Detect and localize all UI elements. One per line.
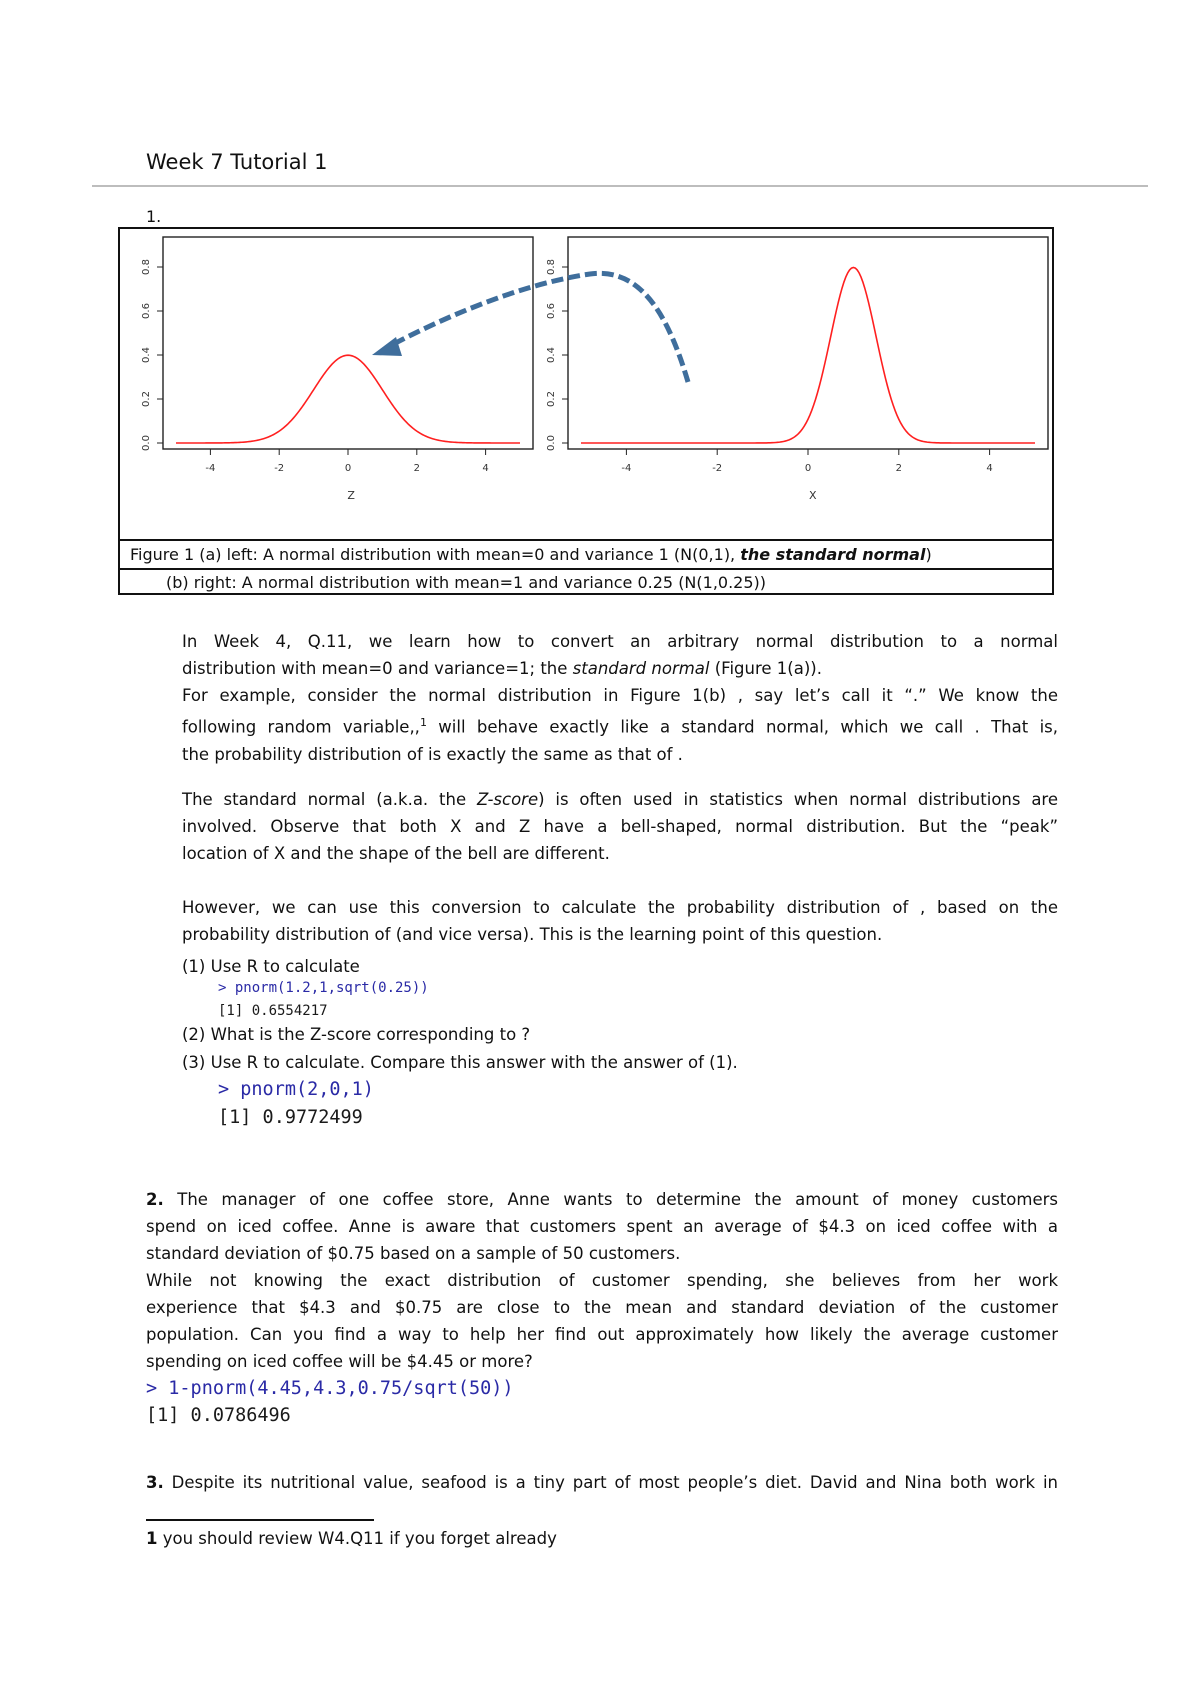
q1-intro-line-1: In Week 4, Q.11, we learn how to convert an arbitrary normal distribution to a normal [182, 632, 1058, 651]
right-x-tick-label: 4 [986, 463, 993, 474]
q1-example-line-3: the probability distribution of is exactly the same as that of . [182, 744, 683, 764]
right-x-tick-label: 2 [895, 463, 902, 474]
figure-1-plots [120, 229, 1052, 539]
footnote-text: you should review W4.Q11 if you forget already [157, 1529, 557, 1548]
left-y-tick-label: 0.0 [141, 435, 152, 451]
question-1-number: 1. [146, 207, 162, 226]
right-density-curve [581, 267, 1035, 443]
q1-intro-emphasis: standard normal [572, 659, 710, 678]
q2-line-3: standard deviation of $0.75 based on a sample of 50 customers. [146, 1244, 681, 1263]
q1-intro-text: distribution with mean=0 and variance=1; the [182, 659, 573, 678]
q1-example-line-2 [182, 709, 1058, 741]
left-plot-frame [163, 237, 533, 449]
right-x-tick-label: -2 [712, 463, 723, 474]
q1-std-line-1 [182, 786, 1058, 813]
q1-intro-line-2 [182, 655, 1058, 682]
q1-however-line-2: probability distribution of (and vice versa). This is the learning point of this question. [182, 925, 883, 944]
q1-std-line-2: involved. Observe that both X and Z have a bell-shaped, normal distribution. But the “peak” [182, 817, 1058, 836]
question-2 [146, 1186, 1058, 1375]
left-density-curve [176, 355, 520, 443]
left-x-tick-label: -2 [274, 463, 285, 474]
left-x-tick-label: 0 [344, 463, 352, 474]
q1-example-text: following random variable,, [182, 717, 420, 737]
page-title: Week 7 Tutorial 1 [146, 150, 328, 174]
q2-code: > 1-pnorm(4.45,4.3,0.75/sqrt(50)) [146, 1378, 514, 1399]
q1-standard-normal-paragraph [182, 786, 1058, 867]
q1-example-line-1: For example, consider the normal distribution in Figure 1(b) , say let’s call it “.” We know the [182, 686, 1058, 705]
left-y-tick-label: 0.2 [141, 391, 152, 407]
caption-text: Figure 1 (a) left: A normal distribution with mean=0 and variance 1 (N(0,1), [130, 545, 741, 564]
left-x-tick-label: -4 [205, 463, 216, 474]
right-x-tick-label: -4 [621, 463, 632, 474]
footnote-reference[interactable]: 1 [419, 716, 427, 729]
q1-intro [182, 628, 1058, 768]
q1-example-text-end: will behave exactly like a standard normal, which we call . That is, [426, 717, 1058, 737]
q1-item-1: (1) Use R to calculate [182, 957, 360, 976]
figure-caption-line-1 [120, 539, 1052, 568]
q1-item-3-code: > pnorm(2,0,1) [218, 1079, 374, 1100]
footnote-separator [146, 1519, 374, 1521]
right-y-tick-label: 0.6 [546, 303, 557, 319]
q3-line-1-text: Despite its nutritional value, seafood is a tiny part of most people’s diet. David and Nina both work in [163, 1473, 1058, 1492]
q1-std-text-end: ) is often used in statistics when normal distributions are [538, 790, 1059, 809]
q1-std-text: The standard normal (a.k.a. the [182, 790, 477, 809]
q2-line-6: population. Can you find a way to help her find out approximately how likely the average customer [146, 1325, 1058, 1344]
right-x-axis-label: X [809, 489, 817, 502]
left-y-tick-label: 0.6 [141, 303, 152, 319]
q1-std-line-3: location of X and the shape of the bell are different. [182, 844, 610, 863]
left-y-tick-label: 0.8 [141, 259, 152, 275]
figure-1 [118, 227, 1054, 595]
figure-caption-line-2: (b) right: A normal distribution with mean=1 and variance 0.25 (N(1,0.25)) [120, 568, 1052, 595]
q3-number: 3. [146, 1473, 164, 1492]
q2-line-7: spending on iced coffee will be $4.45 or more? [146, 1352, 533, 1371]
conversion-arrow [388, 273, 688, 382]
q1-item-2: (2) What is the Z-score corresponding to ? [182, 1025, 531, 1044]
q2-line-1 [146, 1186, 1058, 1213]
caption-emphasis: the standard normal [740, 545, 926, 564]
q3-line-1 [146, 1469, 1058, 1496]
q1-item-1-code: > pnorm(1.2,1,sqrt(0.25)) [218, 980, 429, 996]
q1-item-3-output: [1] 0.9772499 [218, 1107, 363, 1128]
q2-output: [1] 0.0786496 [146, 1405, 291, 1426]
right-plot-frame [568, 237, 1048, 449]
left-y-tick-label: 0.4 [141, 347, 152, 363]
q1-item-3: (3) Use R to calculate. Compare this answer with the answer of (1). [182, 1053, 738, 1072]
q1-intro-text-end: (Figure 1(a)). [709, 659, 822, 678]
q2-line-4: While not knowing the exact distribution of customer spending, she believes from her work [146, 1271, 1058, 1290]
footnote-number: 1 [146, 1529, 158, 1548]
left-x-axis-label: Z [347, 489, 355, 502]
left-x-tick-label: 4 [482, 463, 489, 474]
right-y-tick-label: 0.8 [546, 259, 557, 275]
q1-however-paragraph [182, 894, 1058, 948]
q2-line-1-text: The manager of one coffee store, Anne wants to determine the amount of money customers [163, 1190, 1058, 1209]
title-divider [92, 185, 1148, 187]
q1-item-1-output: [1] 0.6554217 [218, 1003, 328, 1019]
right-y-tick-label: 0.2 [546, 391, 557, 407]
right-y-tick-label: 0.0 [546, 435, 557, 451]
footnote [146, 1529, 557, 1548]
q1-however-line-1: However, we can use this conversion to calculate the probability distribution of , based on the [182, 898, 1058, 917]
right-x-tick-label: 0 [804, 463, 812, 474]
q1-std-emphasis: Z-score [476, 790, 539, 809]
question-3 [146, 1469, 1058, 1496]
caption-suffix: ) [925, 545, 932, 564]
q2-line-2: spend on iced coffee. Anne is aware that customers spent an average of $4.3 on iced coffee with a [146, 1217, 1058, 1236]
left-x-tick-label: 2 [413, 463, 420, 474]
q2-number: 2. [146, 1190, 164, 1209]
right-y-tick-label: 0.4 [546, 347, 557, 363]
q2-line-5: experience that $4.3 and $0.75 are close to the mean and standard deviation of the customer [146, 1298, 1058, 1317]
